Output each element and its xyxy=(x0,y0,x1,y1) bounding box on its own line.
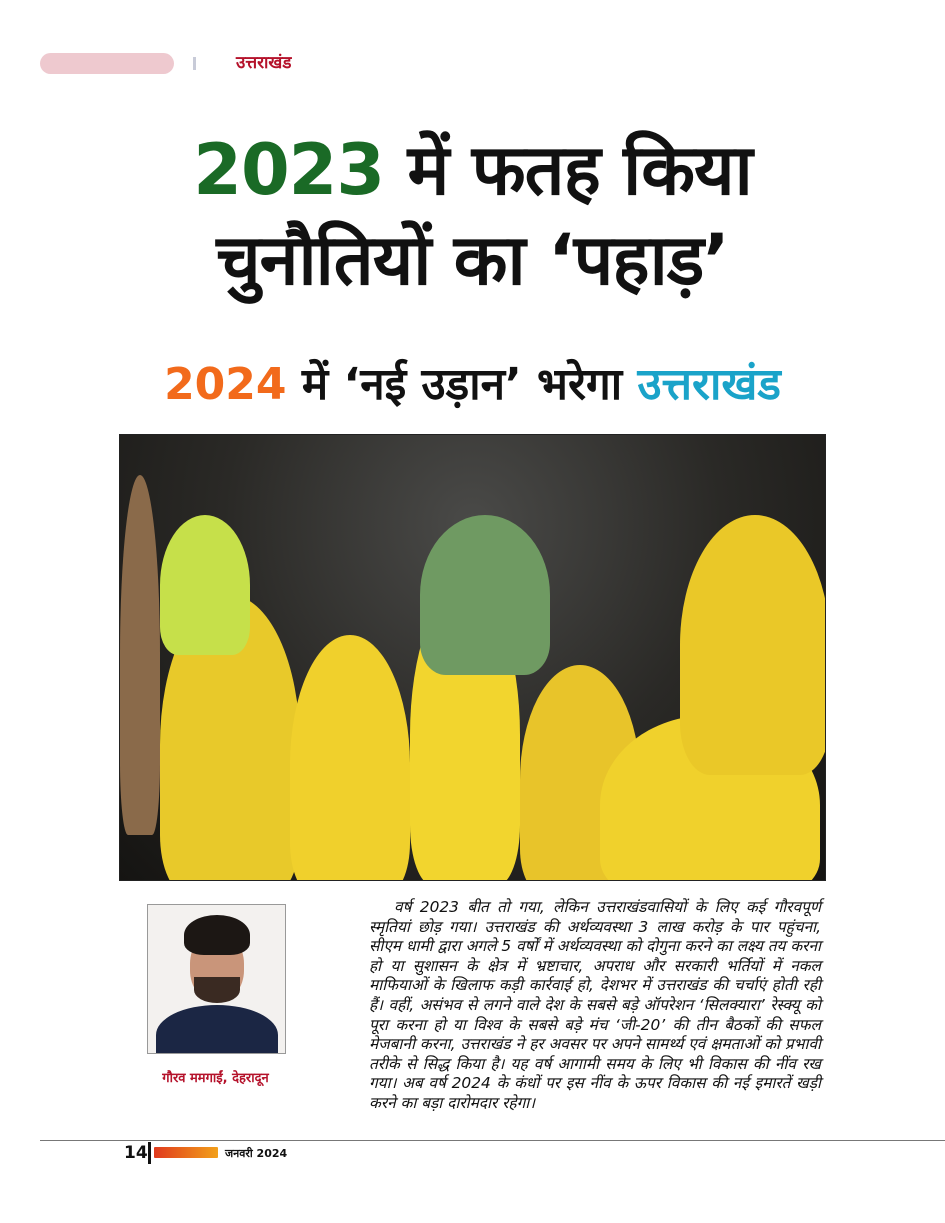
magazine-logo xyxy=(154,1147,218,1158)
subheadline-year: 2024 xyxy=(164,359,287,410)
issue-date: जनवरी 2024 xyxy=(225,1147,288,1160)
footer-rule xyxy=(40,1140,945,1141)
article-body: वर्ष 2023 बीत तो गया, लेकिन उत्तराखंडवासियों के लिए कई गौरवपूर्ण स्मृतियां छोड़ गया। उत्तराखंड की अर्थव्यवस्था 3 लाख करोड़ के पार पहुंचना, सीएम धामी द्वारा अगले 5 वर्षों में अर्थव्यवस्था को दोगुना करने का लक्ष्य तय करना हो या सुशासन के क्षेत्र में भ्रष्टाचार, अपराध और सरकारी भर्तियों में नकल माफियाओं के खिलाफ कड़ी कार्रवाई हो, देशभर में उत्तराखंड की चर्चाएं होती रही हैं। वहीं, असंभव से लगने वाले देश के सबसे बड़े ऑपरेशन ‘सिलक्यारा’ रेस्क्यू को पूरा करना हो या विश्व के सबसे बड़े मंच ‘जी-20’ की तीन बैठकों की सफल मेजबानी करना, उत्तराखंड ने हर अवसर पर अपने सामर्थ्य एवं क्षमताओं को प्रभावी तरीके से सिद्ध किया है। यह वर्ष आगामी समय के लिए भी विकास की नींव रख गया। अब वर्ष 2024 के कंधों पर इस नींव के ऊपर विकास की नई इमारतें खड़ी करने का बड़ा दारोमदार रहेगा। xyxy=(369,898,821,1112)
subheadline-state: उत्तराखंड xyxy=(637,359,781,410)
headline-line-1-text: में फतह किया xyxy=(407,129,752,211)
footer-divider xyxy=(148,1142,151,1164)
headline-year: 2023 xyxy=(193,129,385,211)
page-number: 14 xyxy=(124,1143,148,1163)
headline-line-1 xyxy=(0,129,945,211)
rescue-team-photo xyxy=(119,434,826,881)
author-caption: गौरव ममगाईं, देहरादून xyxy=(162,1071,269,1086)
headline-line-2: चुनौतियों का ‘पहाड़’ xyxy=(216,219,729,301)
section-label: उत्तराखंड xyxy=(236,53,292,73)
header-pill-decoration xyxy=(40,53,174,74)
subheadline-text: में ‘नई उड़ान’ भरेगा xyxy=(301,359,623,410)
subheadline xyxy=(0,352,945,412)
header-separator xyxy=(193,57,196,70)
author-photo xyxy=(147,904,286,1054)
